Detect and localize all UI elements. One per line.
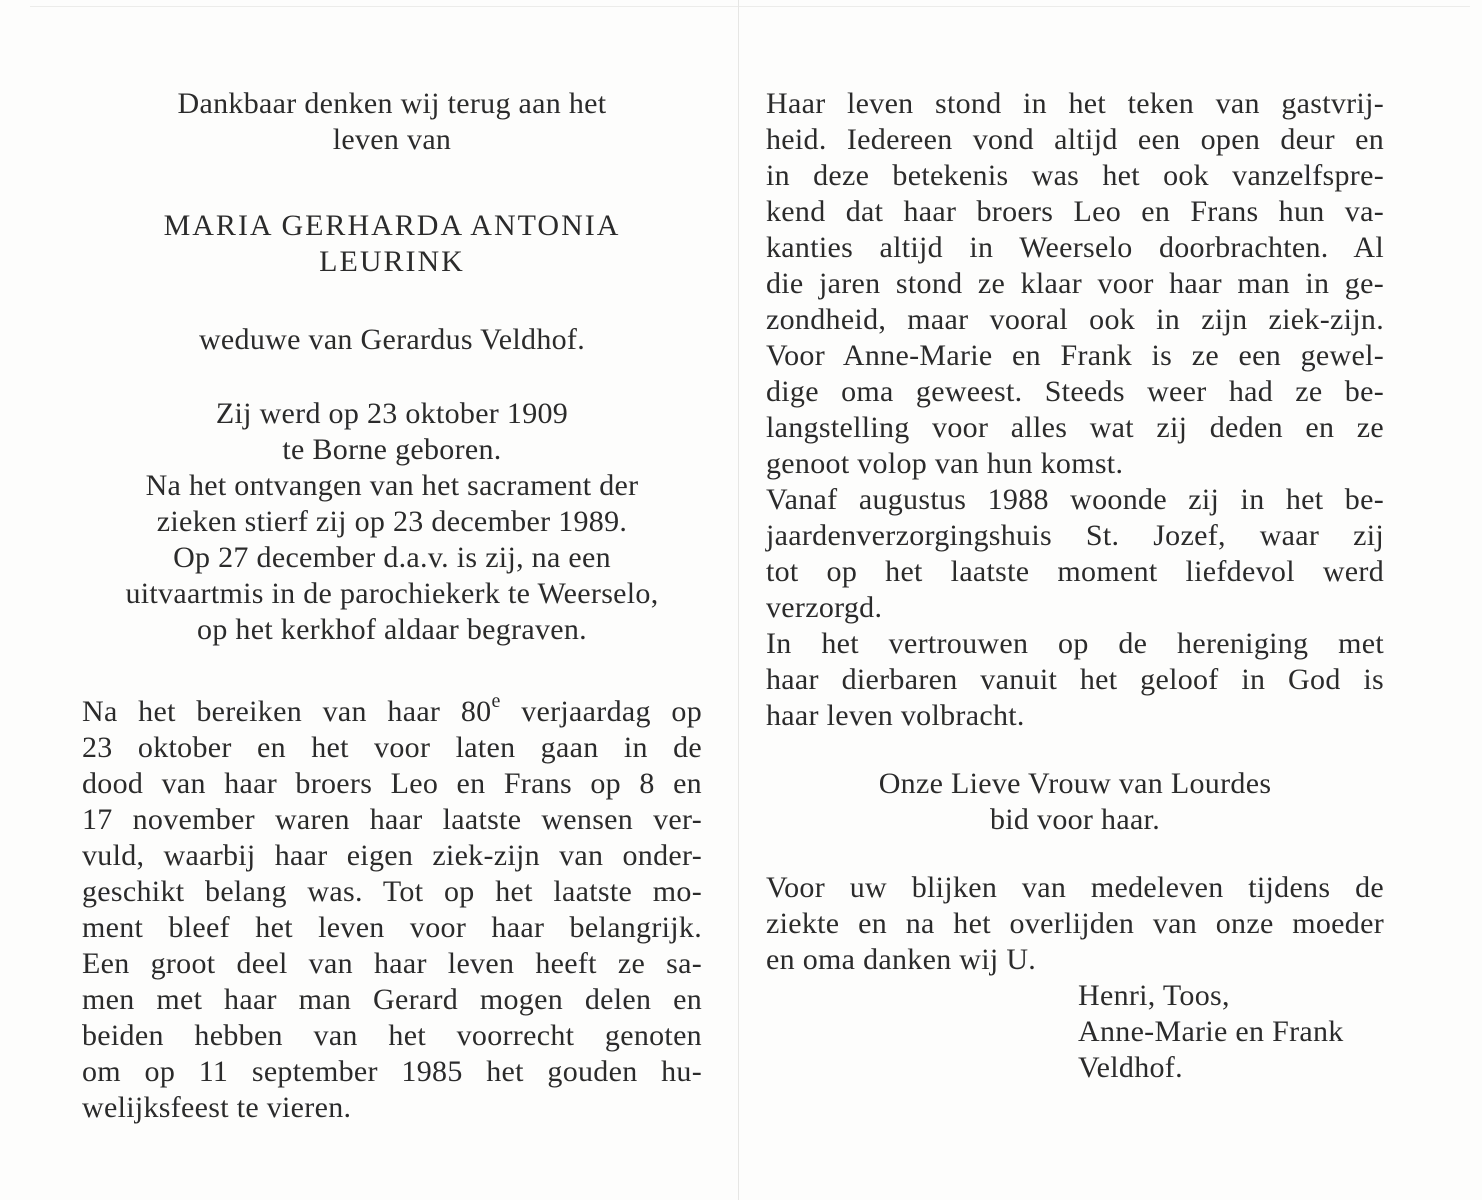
intro-text xyxy=(82,86,702,158)
life-line: uitvaartmis in de parochiekerk te Weerselo, xyxy=(125,577,659,610)
paragraph-line: 17 november waren haar laatste wensen ver- xyxy=(82,803,702,836)
card-fold-line xyxy=(738,0,739,1200)
paragraph-line xyxy=(82,690,702,730)
paragraph-line: Voor Anne-Marie en Frank is ze een gewel- xyxy=(766,339,1384,372)
faith-paragraph xyxy=(766,626,1384,734)
widow-text: weduwe van Gerardus Veldhof. xyxy=(198,323,586,356)
paragraph-line: Voor uw blijken van medeleven tijdens de xyxy=(766,871,1384,904)
paragraph-line: ziekte en na het overlijden van onze moeder xyxy=(766,907,1384,940)
widow-line xyxy=(82,322,702,358)
paragraph-line: In het vertrouwen op de hereniging met xyxy=(766,627,1384,660)
paragraph-line: Vanaf augustus 1988 woonde zij in het be- xyxy=(766,483,1384,516)
intro-line: leven van xyxy=(332,123,452,156)
life-paragraph xyxy=(82,690,702,1126)
care-home-paragraph xyxy=(766,482,1384,626)
paragraph-line: kanties altijd in Weerselo doorbrachten. Al xyxy=(766,231,1384,264)
signature xyxy=(1078,978,1384,1086)
paragraph-line: tot op het laatste moment liefdevol werd xyxy=(766,555,1384,588)
life-line: Op 27 december d.a.v. is zij, na een xyxy=(173,541,611,574)
paragraph-line: verzorgd. xyxy=(766,591,883,624)
prayer-line: Onze Lieve Vrouw van Lourdes xyxy=(878,767,1272,800)
paragraph-line: en oma danken wij U. xyxy=(766,943,1037,976)
paragraph-line: vuld, waarbij haar eigen ziek-zijn van onder- xyxy=(82,839,702,872)
prayer-line: bid voor haar. xyxy=(990,803,1160,836)
paragraph-line: haar dierbaren vanuit het geloof in God is xyxy=(766,663,1384,696)
life-line: Na het ontvangen van het sacrament der xyxy=(145,469,639,502)
intro-line: Dankbaar denken wij terug aan het xyxy=(177,87,607,120)
paragraph-line: om op 11 september 1985 het gouden hu- xyxy=(82,1055,702,1088)
hospitality-paragraph xyxy=(766,86,1384,482)
paragraph-line: beiden hebben van het voorrecht genoten xyxy=(82,1019,702,1052)
paragraph-line: die jaren stond ze klaar voor haar man in ge- xyxy=(766,267,1384,300)
paragraph-line: men met haar man Gerard mogen delen en xyxy=(82,983,702,1016)
paragraph-line: welijksfeest te vieren. xyxy=(82,1091,352,1124)
signature-line: Veldhof. xyxy=(1078,1051,1183,1084)
paragraph-line: dood van haar broers Leo en Frans op 8 en xyxy=(82,767,702,800)
card-top-edge xyxy=(30,6,1470,7)
paragraph-line: heid. Iedereen vond altijd een open deur en xyxy=(766,123,1384,156)
paragraph-line: dige oma geweest. Steeds weer had ze be- xyxy=(766,375,1384,408)
paragraph-line: Een groot deel van haar leven heeft ze sa- xyxy=(82,947,702,980)
life-line: te Borne geboren. xyxy=(282,433,502,466)
paragraph-line: Haar leven stond in het teken van gastvrij- xyxy=(766,87,1384,120)
life-line: zieken stierf zij op 23 december 1989. xyxy=(156,505,628,538)
paragraph-line: jaardenverzorgingshuis St. Jozef, waar zij xyxy=(766,519,1384,552)
paragraph-line: zondheid, maar vooral ook in zijn ziek-zijn. xyxy=(766,303,1384,336)
paragraph-text: Na het bereiken van haar 80 xyxy=(82,695,492,728)
prayer xyxy=(766,766,1384,838)
right-panel xyxy=(766,86,1384,1086)
paragraph-line: langstelling voor alles wat zij deden en ze xyxy=(766,411,1384,444)
signature-line: Henri, Toos, xyxy=(1078,979,1230,1012)
paragraph-line: in deze betekenis was het ook vanzelfspre- xyxy=(766,159,1384,192)
paragraph-line: genoot volop van hun komst. xyxy=(766,447,1124,480)
life-line: op het kerkhof aldaar begraven. xyxy=(197,613,587,646)
paragraph-line: haar leven volbracht. xyxy=(766,699,1025,732)
ordinal-suffix: e xyxy=(491,690,501,712)
paragraph-line: ment bleef het leven voor haar belangrijk. xyxy=(82,911,702,944)
paragraph-text: verjaardag op xyxy=(500,695,702,728)
thanks-paragraph xyxy=(766,870,1384,978)
paragraph-line: 23 oktober en het voor laten gaan in de xyxy=(82,731,702,764)
deceased-name xyxy=(82,208,702,280)
name-line: LEURINK xyxy=(319,245,465,278)
life-line: Zij werd op 23 oktober 1909 xyxy=(215,397,569,430)
paragraph-line: geschikt belang was. Tot op het laatste mo- xyxy=(82,875,702,908)
left-panel xyxy=(82,86,702,1126)
signature-line: Anne-Marie en Frank xyxy=(1078,1015,1344,1048)
name-line: MARIA GERHARDA ANTONIA xyxy=(163,209,621,242)
life-dates xyxy=(82,396,702,648)
paragraph-line: kend dat haar broers Leo en Frans hun va- xyxy=(766,195,1384,228)
